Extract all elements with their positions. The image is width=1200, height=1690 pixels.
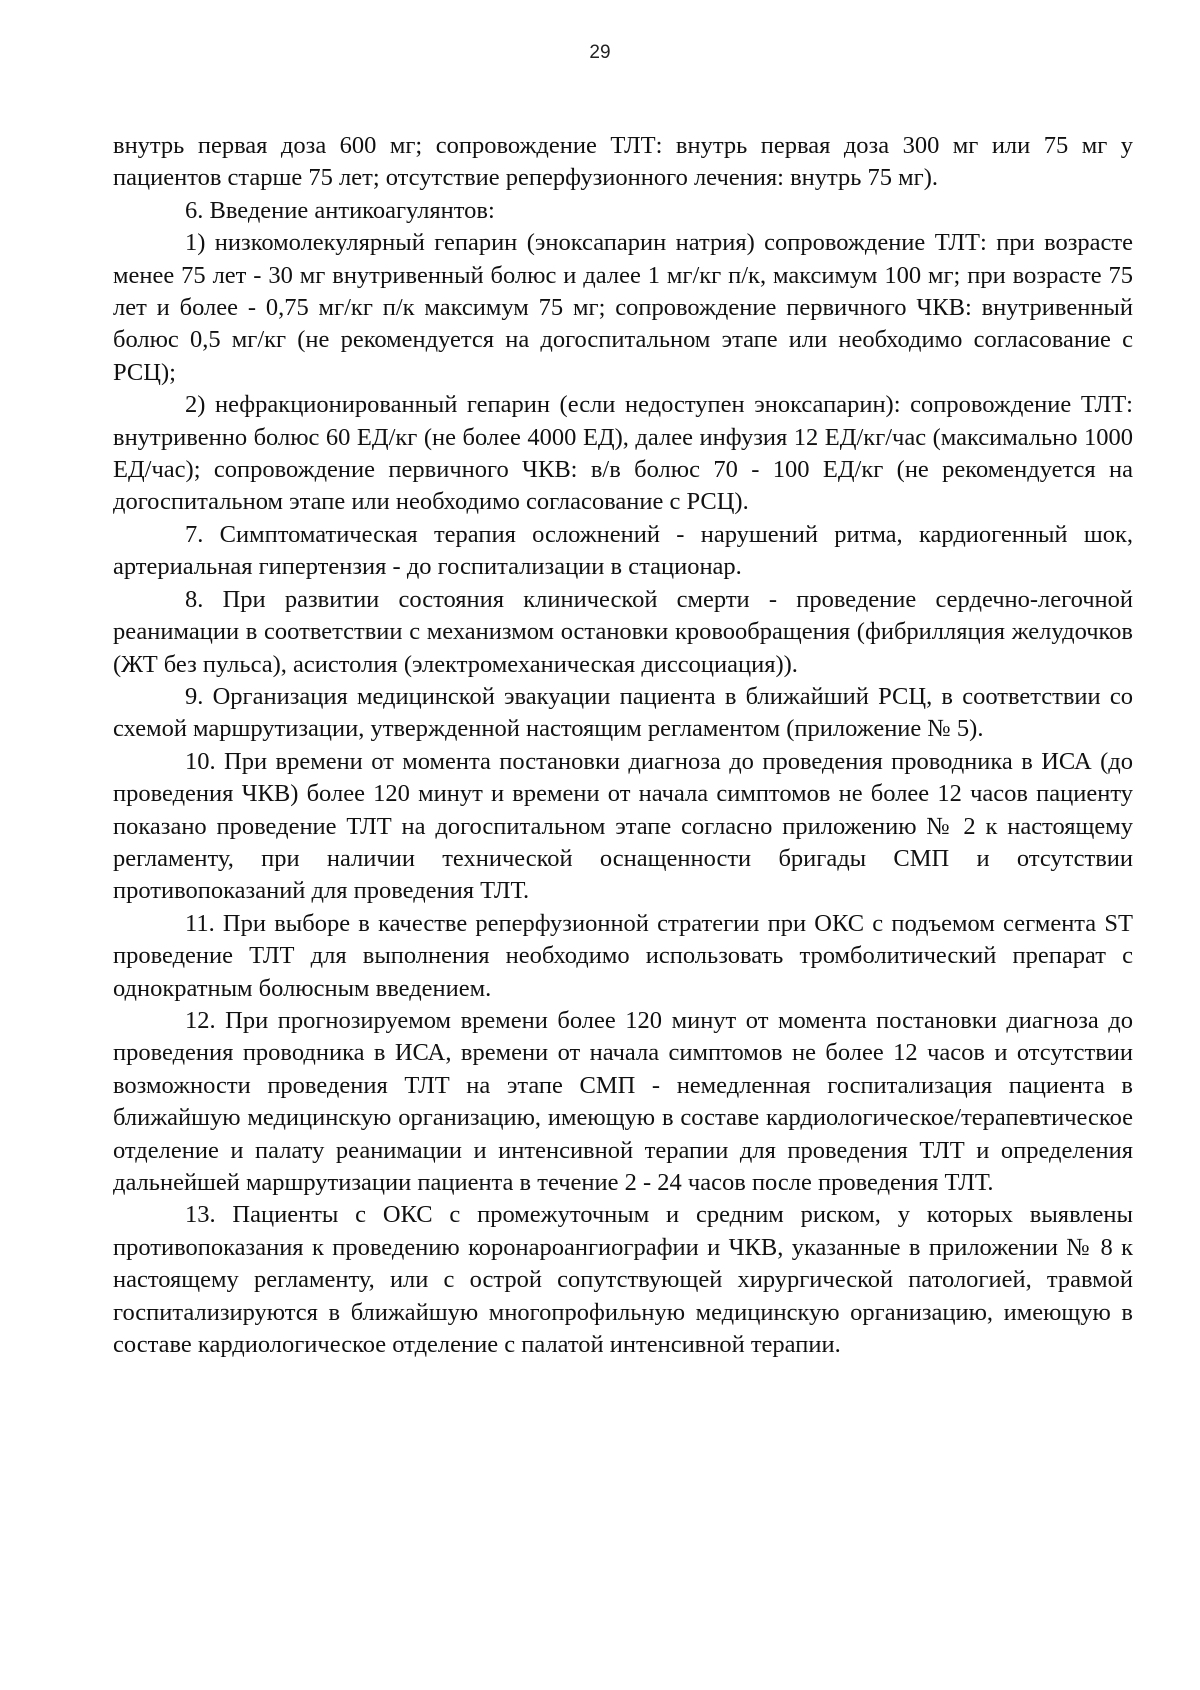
paragraph-12: 12. При прогнозируемом времени более 120 минут от момента постановки диагноза до проведения проводника в ИСА, времени от начала симптомов не более 12 часов и отсутствии возможности проведения ТЛТ на этапе СМП - немедленная госпитализация пациента в ближайшую медицинскую организацию, имеющую в составе кардиологическое/терапевтическое отделение и палату реанимации и интенсивной терапии для проведения ТЛТ и определения дальнейшей маршрутизации пациента в течение 2 - 24 часов после проведения ТЛТ. <box>113 1006 1133 1196</box>
paragraph-6-1: 1) низкомолекулярный гепарин (эноксапарин натрия) сопровождение ТЛТ: при возрасте менее 75 лет - 30 мг внутривенный болюс и далее 1 мг/кг п/к, максимум 100 мг; при возрасте 75 лет и более - 0,75 мг/кг п/к максимум 75 мг; сопровождение первичного ЧКВ: внутривенный болюс 0,5 мг/кг (не рекомендуется на догоспитальном этапе или необходимо согласование с РСЦ); <box>113 229 1133 386</box>
paragraph-6-2: 2) нефракционированный гепарин (если недоступен эноксапарин): сопровождение ТЛТ: внутривенно болюс 60 ЕД/кг (не более 4000 ЕД), далее инфузия 12 ЕД/кг/час (максимально 1000 ЕД/час); сопровождение первичного ЧКВ: в/в болюс 70 - 100 ЕД/кг (не рекомендуется на догоспитальном этапе или необходимо согласование с РСЦ). <box>113 391 1133 516</box>
paragraph-7: 7. Симптоматическая терапия осложнений - нарушений ритма, кардиогенный шок, артериальная гипертензия - до госпитализации в стационар. <box>113 520 1133 581</box>
paragraph-8: 8. При развитии состояния клинической смерти - проведение сердечно-легочной реанимации в соответствии с механизмом остановки кровообращения (фибрилляция желудочков (ЖТ без пульса), асистолия (электромеханическая диссоциация)). <box>113 585 1133 678</box>
page-number: 29 <box>589 42 611 63</box>
paragraph-11: 11. При выборе в качестве реперфузионной стратегии при ОКС с подъемом сегмента ST проведение ТЛТ для выполнения необходимо использовать тромболитический препарат с однократным болюсным введением. <box>113 909 1133 1002</box>
paragraph-6: 6. Введение антикоагулянтов: <box>185 196 495 224</box>
paragraph-13: 13. Пациенты с ОКС с промежуточным и средним риском, у которых выявлены противопоказания к проведению коронароангиографии и ЧКВ, указанные в приложении № 8 к настоящему регламенту, или с острой сопутствующей хирургической патологией, травмой госпитализируются в ближайшую многопрофильную медицинскую организацию, имеющую в составе кардиологическое отделение с палатой интенсивной терапии. <box>113 1201 1133 1359</box>
document-body <box>113 130 1133 1361</box>
paragraph-10: 10. При времени от момента постановки диагноза до проведения проводника в ИСА (до проведения ЧКВ) более 120 минут и времени от начала симптомов не более 12 часов пациенту показано проведение ТЛТ на догоспитальном этапе согласно приложению № 2 к настоящему регламенту, при наличии технической оснащенности бригады СМП и отсутствии противопоказаний для проведения ТЛТ. <box>113 747 1133 905</box>
paragraph-continuation: внутрь первая доза 600 мг; сопровождение ТЛТ: внутрь первая доза 300 мг или 75 мг у пациентов старше 75 лет; отсутствие реперфузионного лечения: внутрь 75 мг). <box>113 132 1133 192</box>
paragraph-9: 9. Организация медицинской эвакуации пациента в ближайший РСЦ, в соответствии со схемой маршрутизации, утвержденной настоящим регламентом (приложение № 5). <box>113 682 1133 743</box>
